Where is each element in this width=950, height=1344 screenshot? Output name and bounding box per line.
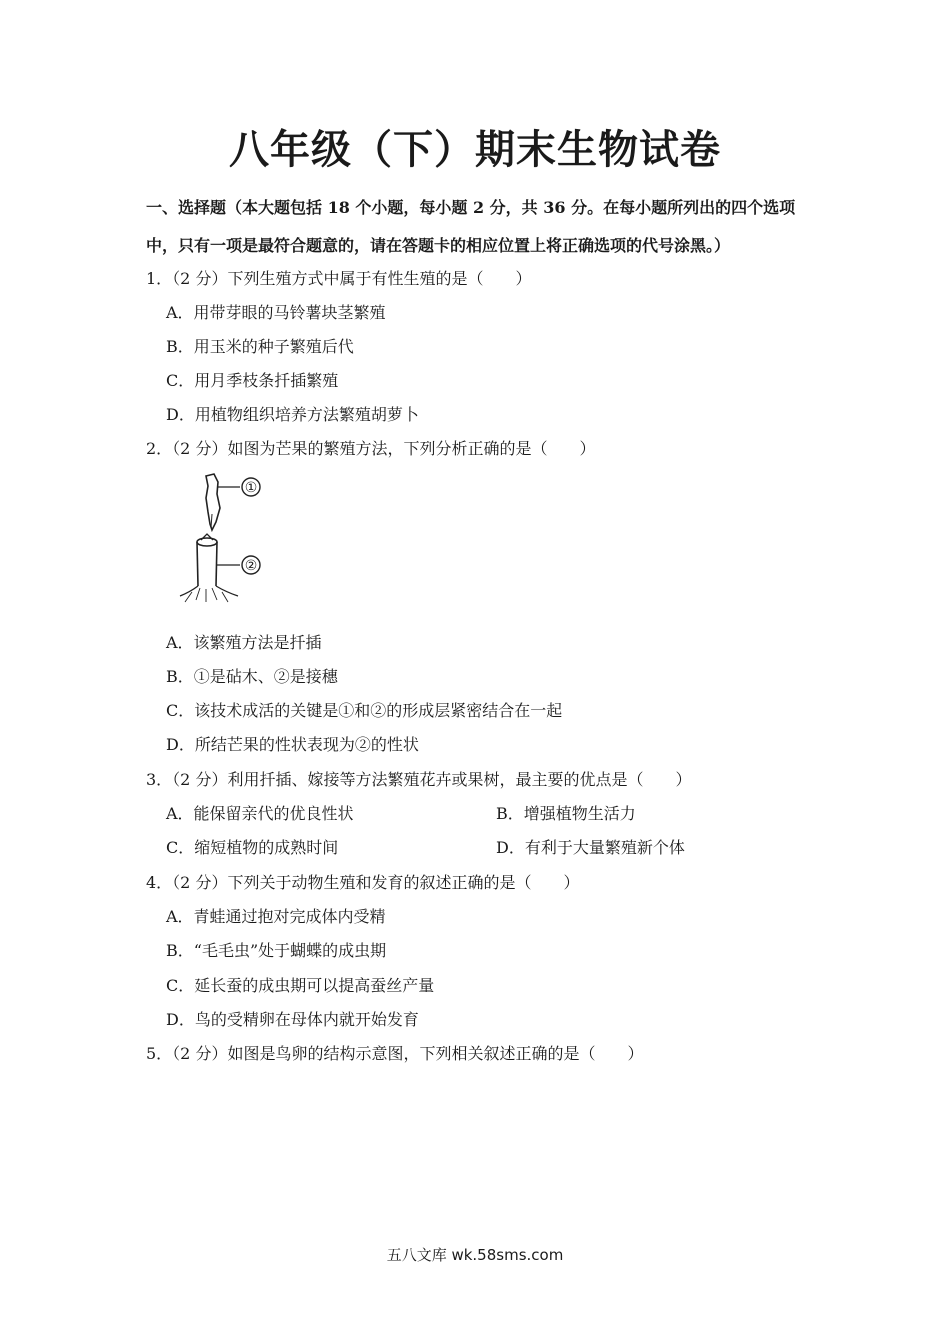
question-3-option-c: C．缩短植物的成熟时间 — [166, 838, 339, 857]
section-instructions-line2: 中，只有一项是最符合题意的，请在答题卡的相应位置上将正确选项的代号涂黑。） — [146, 236, 731, 255]
question-2-stem: 2．（2 分）如图为芒果的繁殖方法，下列分析正确的是（ ） — [146, 439, 596, 458]
question-2-option-b: B．①是砧木、②是接穗 — [166, 667, 338, 686]
question-4-option-b: B．“毛毛虫”处于蝴蝶的成虫期 — [166, 941, 387, 960]
question-2-option-c: C．该技术成活的关键是①和②的形成层紧密结合在一起 — [166, 701, 563, 720]
question-4-option-c: C．延长蚕的成虫期可以提高蚕丝产量 — [166, 976, 435, 995]
figure-label-1: ① — [244, 480, 258, 496]
question-3-stem: 3．（2 分）利用扦插、嫁接等方法繁殖花卉或果树，最主要的优点是（ ） — [146, 770, 692, 789]
question-1-option-d: D．用植物组织培养方法繁殖胡萝卜 — [166, 405, 419, 424]
question-1-stem: 1．（2 分）下列生殖方式中属于有性生殖的是（ ） — [146, 269, 532, 288]
figure-label-2: ② — [244, 558, 258, 574]
question-4-option-d: D．鸟的受精卵在母体内就开始发育 — [166, 1010, 419, 1029]
question-1-option-c: C．用月季枝条扦插繁殖 — [166, 371, 339, 390]
question-3-option-d: D．有利于大量繁殖新个体 — [496, 838, 685, 857]
question-2-option-d: D．所结芒果的性状表现为②的性状 — [166, 735, 419, 754]
question-2-option-a: A．该繁殖方法是扦插 — [166, 633, 322, 652]
question-3-option-a: A．能保留亲代的优良性状 — [166, 804, 354, 823]
question-1-option-a: A．用带芽眼的马铃薯块茎繁殖 — [166, 303, 386, 322]
question-4-option-a: A．青蛙通过抱对完成体内受精 — [166, 907, 386, 926]
question-4-stem: 4．（2 分）下列关于动物生殖和发育的叙述正确的是（ ） — [146, 873, 580, 892]
question-1-option-b: B．用玉米的种子繁殖后代 — [166, 337, 354, 356]
page-title: 八年级（下）期末生物试卷 — [229, 126, 721, 173]
question-5-stem: 5．（2 分）如图是鸟卵的结构示意图，下列相关叙述正确的是（ ） — [146, 1044, 644, 1063]
question-3-option-b: B．增强植物生活力 — [496, 804, 636, 823]
grafting-diagram — [170, 468, 280, 608]
section-instructions-line1: 一、选择题（本大题包括 18 个小题，每小题 2 分，共 36 分。在每小题所列出的四个选项 — [146, 198, 796, 217]
page-footer: 五八文库 wk.58sms.com — [386, 1246, 564, 1264]
grafting-figure — [170, 468, 280, 608]
